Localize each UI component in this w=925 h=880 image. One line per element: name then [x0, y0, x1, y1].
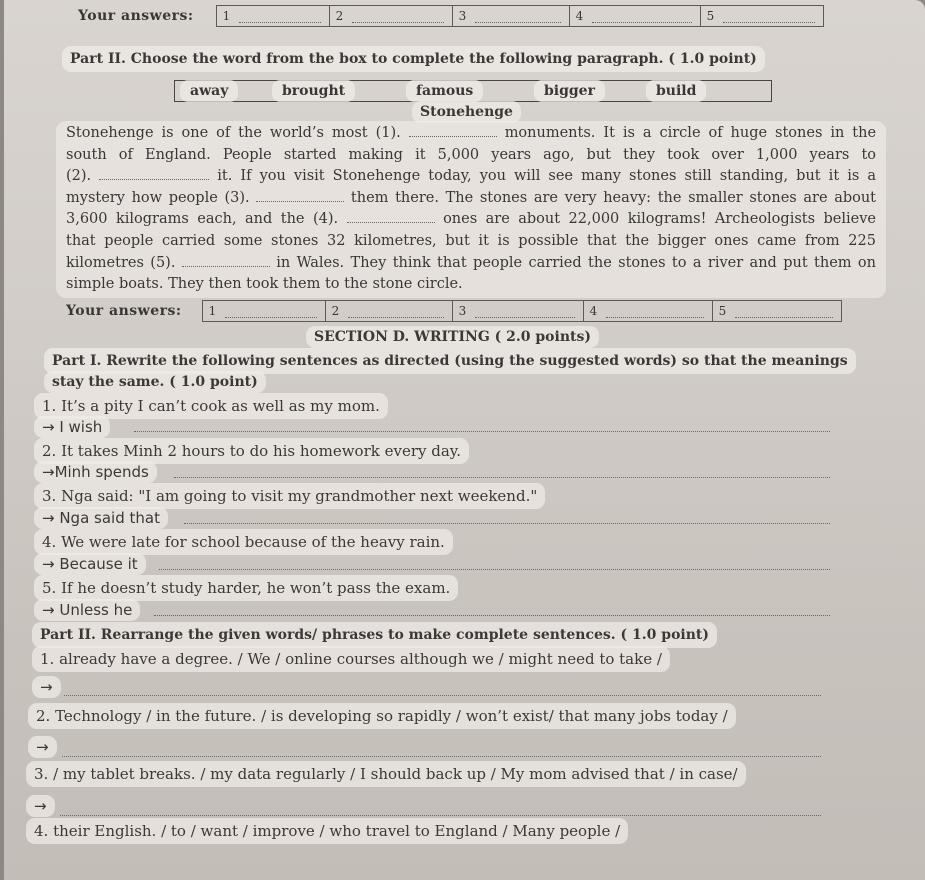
- answers-row-bottom: [66, 300, 842, 322]
- word-option: build: [646, 80, 706, 102]
- passage-title: Stonehenge: [412, 101, 521, 123]
- rearrange-question-1: 1. already have a degree. / We / online courses although we / might need to take /: [32, 646, 670, 672]
- answer-cell[interactable]: 3: [453, 301, 584, 321]
- answer-line[interactable]: [134, 431, 830, 432]
- answer-cell[interactable]: 5: [701, 6, 824, 26]
- answer-line[interactable]: [62, 756, 821, 757]
- worksheet-page: [4, 0, 925, 880]
- answer-line[interactable]: [60, 815, 821, 816]
- answer-line[interactable]: [154, 615, 830, 616]
- blank-1[interactable]: [409, 124, 497, 137]
- rearrange-prompt-1: →: [32, 676, 61, 698]
- rewrite-prompt-5: → Unless he: [34, 599, 140, 621]
- rewrite-prompt-4: → Because it: [34, 553, 146, 575]
- rearrange-question-4: 4. their English. / to / want / improve / who travel to England / Many people /: [26, 818, 628, 844]
- rewrite-prompt-1: → I wish: [34, 416, 110, 438]
- answer-cell[interactable]: 4: [584, 301, 713, 321]
- rearrange-prompt-2: →: [28, 736, 57, 758]
- blank-4[interactable]: [347, 210, 435, 223]
- passage-text: Stonehenge is one of the world’s most (1). monuments. It is a circle of huge stones in the south of England. People started making it 5,000 years ago, but they took over 1,000 years to (2). it. If you visit Stonehenge today, you will see many stones still standing, but it is a mystery how people (3). them there. The stones are very heavy: the smaller stones are about 3,600 kilograms each, and the (4). ones are about 22,000 kilograms! Archeologists believe that people carried some stones 32 kilometres, but it is possible that the bigger ones came from 225 kilometres (5). in Wales. They think that people carried the stones to a river and put them on simple boats. They then took them to the stone circle.: [56, 121, 886, 298]
- rewrite-prompt-2: →Minh spends: [34, 461, 157, 483]
- part1-heading-line2: stay the same. ( 1.0 point): [44, 371, 266, 393]
- word-option: brought: [272, 80, 355, 102]
- section-d-title: SECTION D. WRITING ( 2.0 points): [306, 326, 599, 348]
- word-option: bigger: [534, 80, 605, 102]
- rewrite-question-1: 1. It’s a pity I can’t cook as well as my mom.: [34, 393, 388, 419]
- answer-cell[interactable]: 3: [453, 6, 570, 26]
- answers-label: Your answers:: [78, 8, 194, 24]
- answer-cell[interactable]: 5: [713, 301, 842, 321]
- word-option: away: [180, 80, 238, 102]
- answer-line[interactable]: [184, 523, 830, 524]
- rewrite-question-5: 5. If he doesn’t study harder, he won’t pass the exam.: [34, 575, 458, 601]
- answer-cell[interactable]: 2: [330, 6, 453, 26]
- rearrange-question-2: 2. Technology / in the future. / is developing so rapidly / won’t exist/ that many jobs today /: [28, 703, 736, 729]
- part2-writing-heading: Part II. Rearrange the given words/ phrases to make complete sentences. ( 1.0 point): [32, 622, 717, 648]
- blank-3[interactable]: [256, 189, 344, 202]
- part2-reading-heading: Part II. Choose the word from the box to complete the following paragraph. ( 1.0 point): [62, 46, 765, 72]
- answer-cell[interactable]: 2: [326, 301, 453, 321]
- answer-cell[interactable]: 1: [203, 301, 326, 321]
- answer-box: [216, 5, 824, 27]
- answer-cell[interactable]: 1: [217, 6, 330, 26]
- answer-line[interactable]: [159, 569, 830, 570]
- rewrite-question-2: 2. It takes Minh 2 hours to do his homework every day.: [34, 438, 469, 464]
- blank-2[interactable]: [99, 167, 209, 180]
- rewrite-question-4: 4. We were late for school because of the heavy rain.: [34, 529, 453, 555]
- answer-line[interactable]: [64, 695, 821, 696]
- blank-5[interactable]: [182, 254, 270, 267]
- answers-row-top: [78, 5, 824, 27]
- part1-heading-line1: Part I. Rewrite the following sentences as directed (using the suggested words) so that the meanings: [44, 348, 856, 374]
- answer-cell[interactable]: 4: [570, 6, 701, 26]
- rewrite-prompt-3: → Nga said that: [34, 507, 168, 529]
- rewrite-question-3: 3. Nga said: "I am going to visit my grandmother next weekend.": [34, 483, 545, 509]
- answer-line[interactable]: [174, 477, 830, 478]
- word-option: famous: [406, 80, 483, 102]
- rearrange-question-3: 3. / my tablet breaks. / my data regularly / I should back up / My mom advised that / in case/: [26, 761, 746, 787]
- answers-label: Your answers:: [66, 303, 182, 319]
- answer-box: [202, 300, 842, 322]
- rearrange-prompt-3: →: [26, 795, 55, 817]
